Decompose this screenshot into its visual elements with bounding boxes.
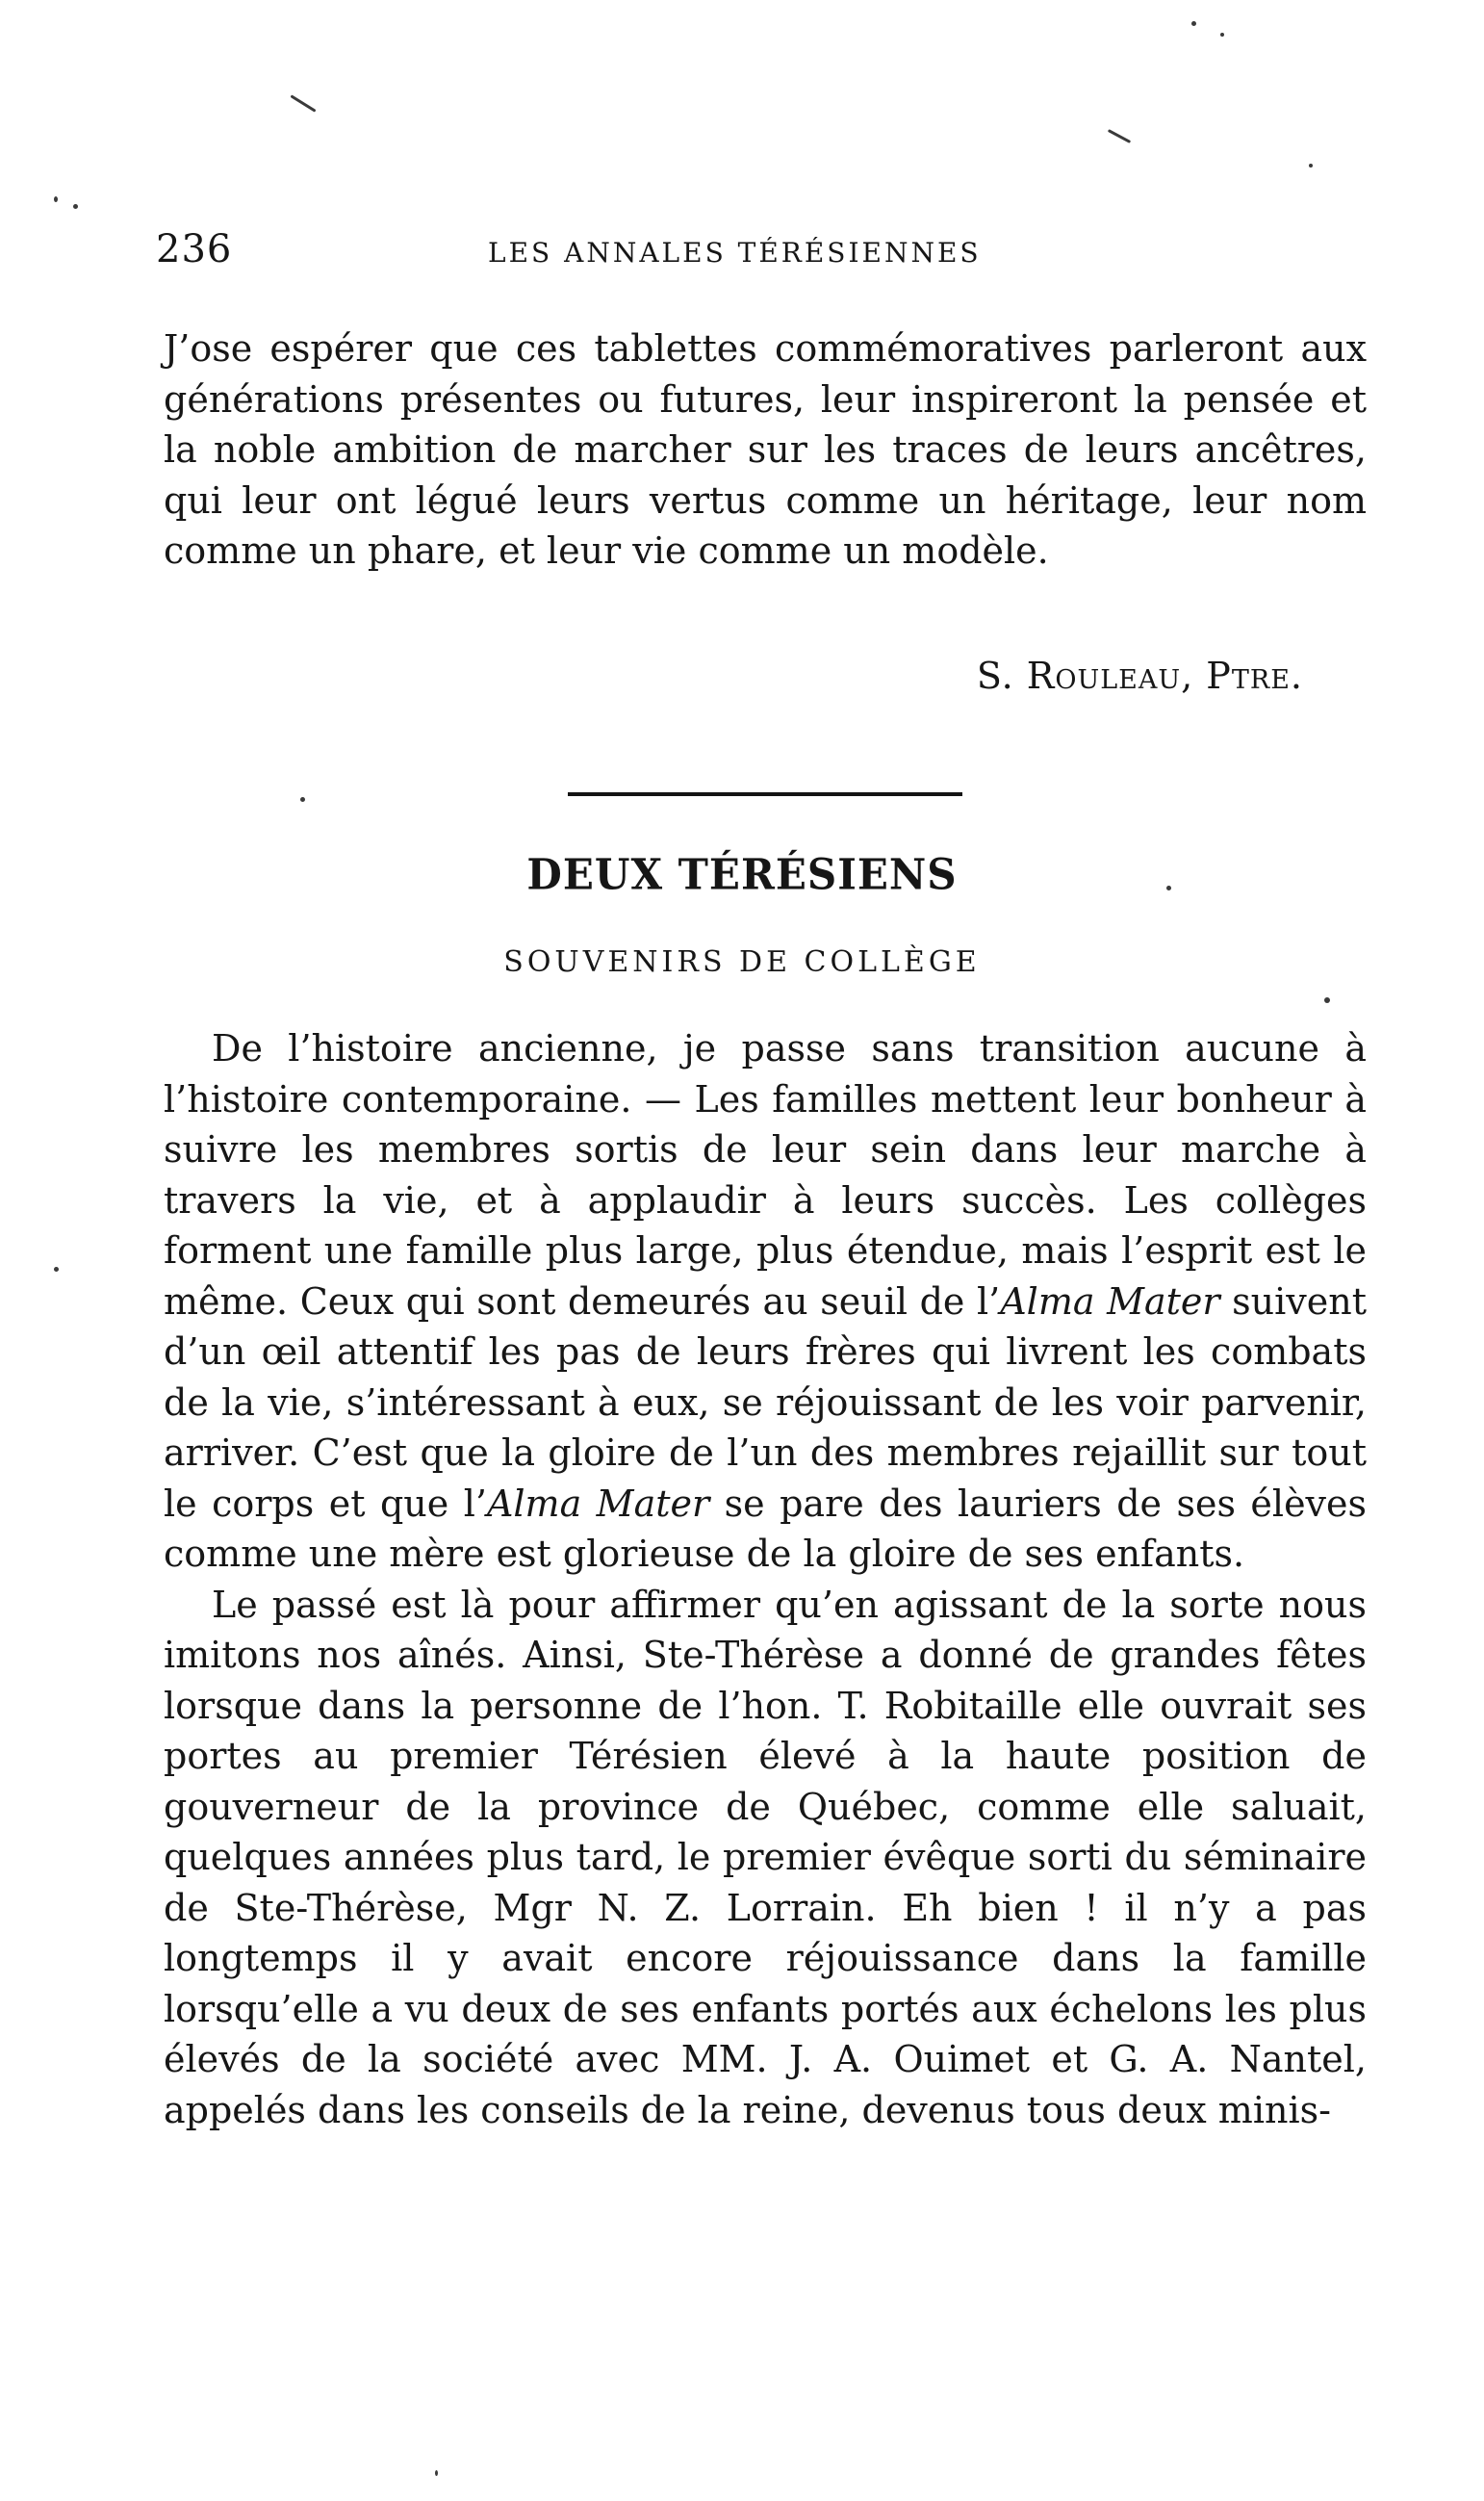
section-subtitle: SOUVENIRS DE COLLÈGE (503, 945, 981, 979)
scan-speck (290, 94, 316, 112)
scan-speck (1324, 997, 1330, 1003)
scan-speck (1191, 21, 1196, 26)
scan-speck (1108, 129, 1131, 143)
section-divider (568, 792, 962, 796)
body-paragraph-2: Le passé est là pour affirmer qu’en agissant de la sorte nous imitons nos aînés. Ainsi, Ste-Thérèse a donné de grandes fêtes lorsque dans la personne de l’hon. T. Robitaille elle ouvrait ses portes au premier Térésien élevé à la haute position de gouverneur de la province de Québec, comme elle saluait, quelques années plus tard, le premier évêque sorti du séminaire de Ste-Thérèse, Mgr N. Z. Lorrain. Eh bien ! il n’y a pas longtemps il y avait encore réjouissance dans la famille lorsqu’elle a vu deux de ses enfants portés aux échelons les plus élevés de la société avec MM. J. A. Ouimet et G. A. Nantel, appelés dans les conseils de la reine, devenus tous deux minis- (164, 1583, 1367, 2131)
intro-paragraph: J’ose espérer que ces tablettes commémoratives parleront aux générations présentes ou futures, leur inspireront la pensée et la noble ambition de marcher sur les traces de leurs ancêtres, qui leur ont légué leurs vertus comme un héritage, leur nom comme un phare, et leur vie comme un modèle. (164, 327, 1367, 572)
scan-speck (1166, 886, 1171, 890)
body-paragraph-1 (164, 1023, 1367, 1580)
scan-speck (54, 196, 58, 202)
body-paragraph-1-part-2: suivent d’un œil attentif les pas de leurs frères qui livrent les combats de la vie, s’intéressant à eux, se réjouissant de les voir parvenir, arriver. C’est que la gloire de l’un des membres rejaillit sur tout le corps et que l’ (164, 1279, 1367, 1525)
section-title: DEUX TÉRÉSIENS (526, 849, 958, 900)
scan-speck (1309, 164, 1313, 168)
running-header (156, 227, 1359, 285)
scan-speck (300, 797, 305, 802)
intro-paragraph-block (164, 323, 1367, 577)
scan-speck (435, 2470, 438, 2476)
scan-speck (73, 204, 78, 209)
body-paragraph-1-part-3: se pare des lauriers de ses élèves comme une mère est glorieuse de la gloire de ses enfants. (164, 1482, 1368, 1575)
running-title: LES ANNALES TÉRÉSIENNES (488, 237, 982, 269)
alma-mater-emphasis-1: Alma Mater (1000, 1279, 1220, 1323)
signature: S. Rouleau, Ptre. (976, 655, 1303, 697)
body-paragraph-1-part-1: De l’histoire ancienne, je passe sans transition aucune à l’histoire contemporaine. — Les familles mettent leur bonheur à suivre les membres sortis de leur sein dans leur marche à travers la vie, et à applaudir à leurs succès. Les collèges forment une famille plus large, plus étendue, mais l’esprit est le même. Ceux qui sont demeurés au seuil de l’ (164, 1027, 1367, 1323)
scan-speck (54, 1267, 59, 1272)
body-text (164, 1023, 1367, 2135)
page-number: 236 (156, 227, 233, 271)
scan-speck (1220, 33, 1224, 37)
alma-mater-emphasis-2: Alma Mater (486, 1482, 710, 1525)
